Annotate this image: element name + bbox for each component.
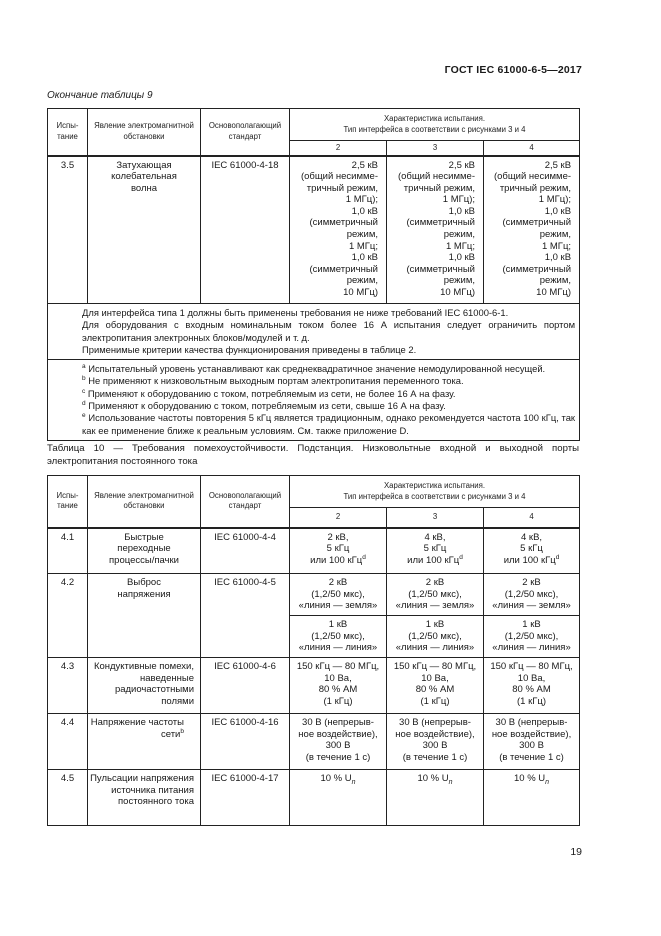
table-row bbox=[48, 714, 580, 770]
value-col-4: 150 кГц — 80 МГц, 10 Ва, 80 % АМ (1 кГц) bbox=[484, 658, 580, 714]
value-col-3: 4 кВ, 5 кГц или 100 кГц$^d$ bbox=[387, 528, 484, 574]
value-col-3: 2,5 кВ (общий несимме- тричный режим, 1 МГц); 1,0 кВ (симметричный режим, 1 МГц; 1,0 кВ (симметричный режим, 10 МГц) bbox=[387, 156, 484, 304]
page-number: 19 bbox=[570, 846, 582, 858]
header-characteristic-title: Характеристика испытания. bbox=[383, 114, 486, 123]
header-col-4: 4 bbox=[484, 141, 580, 156]
value-col-2: 1 кВ (1,2/50 мкс), «линия — линия» bbox=[290, 616, 387, 658]
test-number: 4.2 bbox=[48, 574, 88, 658]
note-1: Для интерфейса типа 1 должны быть применены требования не ниже требований IEC 61000-6-1. bbox=[82, 307, 509, 318]
header-col-2: 2 bbox=[290, 141, 387, 156]
value-col-2: 150 кГц — 80 МГц, 10 Ва, 80 % АМ (1 кГц) bbox=[290, 658, 387, 714]
standard: IEC 61000-4-18 bbox=[201, 156, 290, 304]
standard: IEC 61000-4-4 bbox=[201, 528, 290, 574]
header-col-3: 3 bbox=[387, 141, 484, 156]
standard: IEC 61000-4-5 bbox=[201, 574, 290, 658]
value-col-2: 2 кВ (1,2/50 мкс), «линия — земля» bbox=[290, 574, 387, 616]
footnote-d: $^d$ Применяют к оборудованию с током, потребляемым из сети, свыше 16 А на фазу. bbox=[82, 399, 446, 412]
value-col-2: 2 кВ, 5 кГц или 100 кГц$^d$ bbox=[290, 528, 387, 574]
notes-row bbox=[48, 304, 580, 360]
phenomenon: Затухающая колебательная волна bbox=[88, 156, 201, 304]
header-standard: Основополагающий стандарт bbox=[201, 109, 290, 156]
value-col-3: 1 кВ (1,2/50 мкс), «линия — линия» bbox=[387, 616, 484, 658]
footnote-e: $^e$ Использование частоты повторения 5 кГц является традиционным, однако рекомендуется частота 100 кГц, так как ее применение ближе к реальным условиям. См. также приложение D. bbox=[82, 412, 576, 436]
test-number: 3.5 bbox=[48, 156, 88, 304]
phenomenon: Пульсации напряжения источника питания постоянного тока bbox=[88, 770, 201, 826]
value-col-4: 1 кВ (1,2/50 мкс), «линия — линия» bbox=[484, 616, 580, 658]
phenomenon: Напряжение частоты сети$^b$ bbox=[88, 714, 201, 770]
test-number: 4.3 bbox=[48, 658, 88, 714]
header-num: Испы-тание bbox=[48, 476, 88, 528]
footnotes bbox=[48, 360, 580, 441]
standard: IEC 61000-4-16 bbox=[201, 714, 290, 770]
note-2: Для оборудования с входным номинальным током более 16 А испытания следует ограничить портом электропитания электронных блоков/модулей и т. д. bbox=[82, 319, 576, 343]
header-phenomenon: Явление электромагнитной обстановки bbox=[88, 476, 201, 528]
table-row bbox=[48, 658, 580, 714]
header-col-4: 4 bbox=[484, 508, 580, 528]
phenomenon: Выброс напряжения bbox=[88, 574, 201, 658]
table-row bbox=[48, 574, 580, 616]
value-col-2: 2,5 кВ (общий несимме- тричный режим, 1 МГц); 1,0 кВ (симметричный режим, 1 МГц; 1,0 кВ (симметричный режим, 10 МГц) bbox=[290, 156, 387, 304]
table-row bbox=[48, 528, 580, 574]
footnotes-row bbox=[48, 360, 580, 441]
table-row bbox=[48, 156, 580, 304]
document-id: ГОСТ IEC 61000-6-5—2017 bbox=[444, 64, 582, 76]
value-col-4: 2 кВ (1,2/50 мкс), «линия — земля» bbox=[484, 574, 580, 616]
value-col-3: 150 кГц — 80 МГц, 10 Ва, 80 % АМ (1 кГц) bbox=[387, 658, 484, 714]
test-number: 4.5 bbox=[48, 770, 88, 826]
footnote-b: $^b$ Не применяют к низковольтным выходным портам электропитания переменного тока. bbox=[82, 375, 464, 387]
header-characteristic bbox=[290, 476, 580, 508]
table10-caption: Таблица 10 — Требования помехоустойчивости. Подстанция. Низковольтные входной и выходной порты электропитания постоянного тока bbox=[47, 443, 579, 467]
footnote-a: $^а$ Испытательный уровень устанавливают как среднеквадратичное значение немодулированной несущей. bbox=[82, 363, 546, 375]
phenomenon: Быстрые переходные процессы/пачки bbox=[88, 528, 201, 574]
value-col-3: 2 кВ (1,2/50 мкс), «линия — земля» bbox=[387, 574, 484, 616]
table-row bbox=[48, 770, 580, 826]
header-col-2: 2 bbox=[290, 508, 387, 528]
value-col-4: 4 кВ, 5 кГц или 100 кГц$^d$ bbox=[484, 528, 580, 574]
header-col-3: 3 bbox=[387, 508, 484, 528]
test-number: 4.1 bbox=[48, 528, 88, 574]
phenomenon: Кондуктивные помехи, наведенные радиочастотными полями bbox=[88, 658, 201, 714]
value-col-2: 10 % $U_n$ bbox=[290, 770, 387, 826]
header-num: Испы-тание bbox=[48, 109, 88, 156]
header-interface: Тип интерфейса в соответствии с рисунками 3 и 4 bbox=[343, 491, 526, 501]
value-col-3: 10 % $U_n$ bbox=[387, 770, 484, 826]
value-col-4: 2,5 кВ (общий несимме- тричный режим, 1 МГц); 1,0 кВ (симметричный режим, 1 МГц; 1,0 кВ (симметричный режим, 10 МГц) bbox=[484, 156, 580, 304]
header-characteristic-title: Характеристика испытания. bbox=[383, 481, 486, 490]
test-number: 4.4 bbox=[48, 714, 88, 770]
value-col-4: 10 % $U_n$ bbox=[484, 770, 580, 826]
value-col-2: 30 В (непрерыв- ное воздействие), 300 В (в течение 1 с) bbox=[290, 714, 387, 770]
header-characteristic bbox=[290, 109, 580, 141]
header-interface: Тип интерфейса в соответствии с рисунками 3 и 4 bbox=[343, 124, 526, 134]
standard: IEC 61000-4-6 bbox=[201, 658, 290, 714]
table-9 bbox=[47, 108, 580, 441]
header-standard: Основополагающий стандарт bbox=[201, 476, 290, 528]
header-phenomenon: Явление электромагнитной обстановки bbox=[88, 109, 201, 156]
standard: IEC 61000-4-17 bbox=[201, 770, 290, 826]
notes bbox=[48, 304, 580, 360]
table9-caption: Окончание таблицы 9 bbox=[47, 90, 153, 101]
value-col-3: 30 В (непрерыв- ное воздействие), 300 В (в течение 1 с) bbox=[387, 714, 484, 770]
note-3: Применимые критерии качества функционирования приведены в таблице 2. bbox=[82, 343, 417, 355]
table-10 bbox=[47, 475, 580, 826]
footnote-c: $^c$ Применяют к оборудованию с током, потребляемым из сети, не более 16 А на фазу. bbox=[82, 387, 456, 399]
value-col-4: 30 В (непрерыв- ное воздействие), 300 В (в течение 1 с) bbox=[484, 714, 580, 770]
